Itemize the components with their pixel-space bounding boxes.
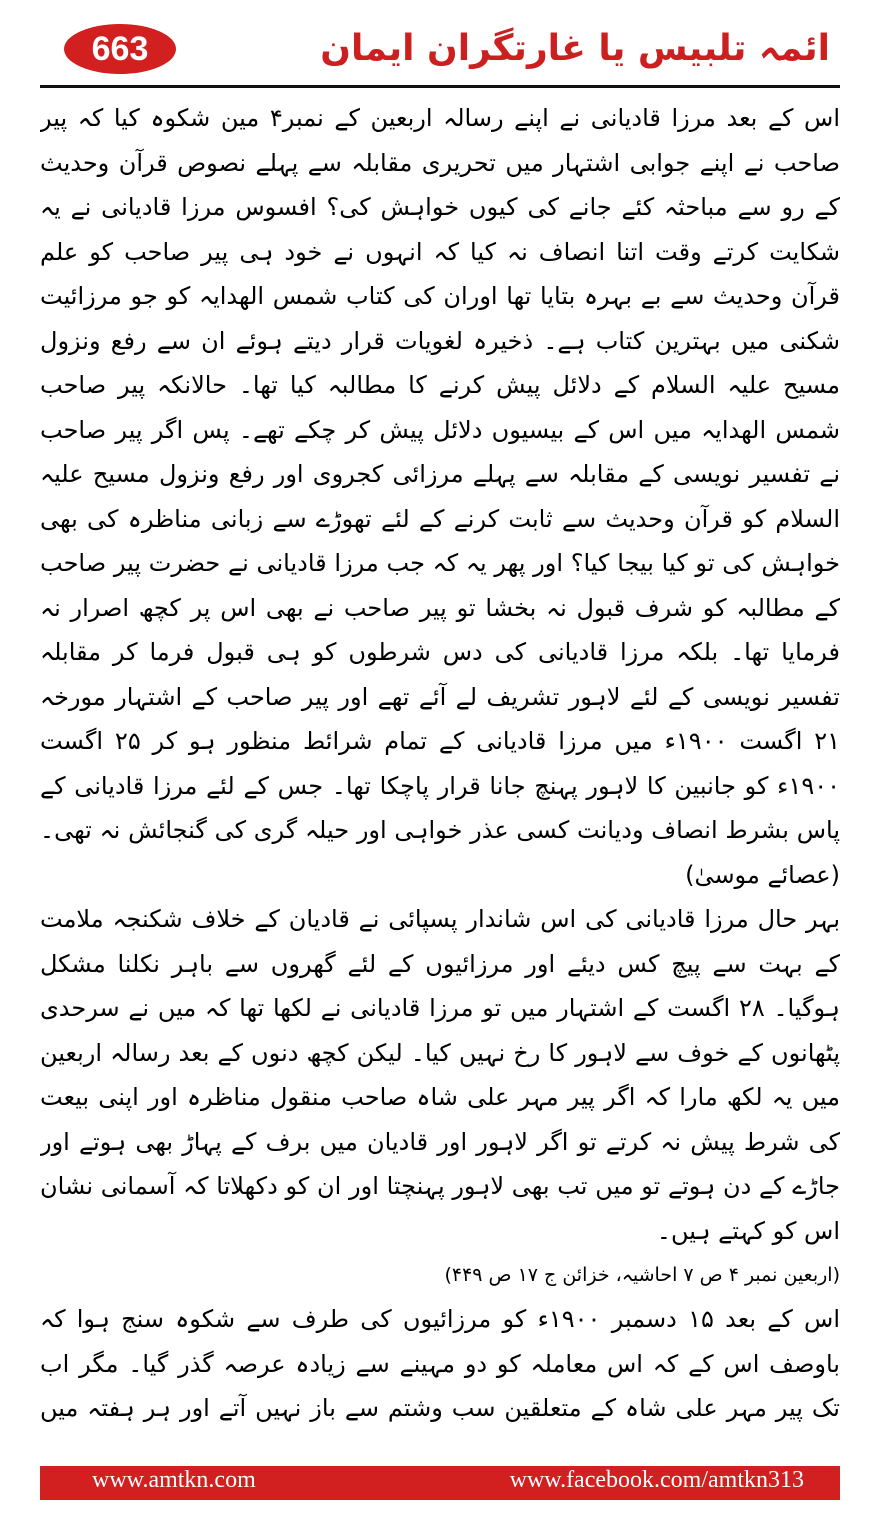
book-title: ائمہ تلبیس یا غارتگران ایمان [320,28,830,69]
citation-reference: (اربعین نمبر ۴ ص ۷ احاشیہ، خزائن ج ۱۷ ص ۴۴۹) [444,1264,840,1286]
page-header [40,22,840,84]
page-number-badge: 663 [64,24,176,74]
page-body [40,96,840,1436]
page-footer [40,1466,840,1500]
paragraph-2: بہر حال مرزا قادیانی کی اس شاندار پسپائی نے قادیان کے خلاف شکنجہ ملامت کے بہت سے پیچ کس دیئے اور مرزائیوں کے لئے گھروں سے باہر نکلنا مشکل ہوگیا۔ ۲۸ اگست کے اشتہار میں تو مرزا قادیانی نے لکھا تھا کہ میں نے سرحدی پٹھانوں کے خوف سے لاہور کا رخ نہیں کیا۔ لیکن کچھ دنوں کے بعد رسالہ اربعین میں یہ لکھ مارا کہ اگر پیر مہر علی شاہ صاحب منقول مناظرہ اور اپنی بیعت کی شرط پیش نہ کرتے تو اگر لاہور اور قادیان میں برف کے پہاڑ بھی ہوتے اور جاڑے کے دن ہوتے تو میں تب بھی لاہور پہنچتا اور ان کو دکھلاتا کہ آسمانی نشان اس کو کہتے ہیں۔ [40,905,840,1245]
paragraph-3: اس کے بعد ۱۵ دسمبر ۱۹۰۰ء کو مرزائیوں کی طرف سے شکوہ سنج ہوا کہ باوصف اس کے کہ اس معاملہ کو دو مہینے سے زیادہ عرصہ گذر گیا۔ مگر اب تک پیر مہر علی شاہ کے متعلقین سب وشتم سے باز نہیں آتے اور ہر ہفتہ میں [40,1305,840,1422]
header-divider [40,85,840,88]
facebook-url: www.facebook.com/amtkn313 [509,1467,804,1493]
paragraph-1: اس کے بعد مرزا قادیانی نے اپنے رسالہ اربعین کے نمبر۴ مین شکوہ کیا کہ پیر صاحب نے اپنے جوابی اشتہار میں تحریری مقابلہ سے پہلے نصوص قرآن وحدیث کے رو سے مباحثہ کئے جانے کی کیوں خواہش کی؟ افسوس مرزا قادیانی نے یہ شکایت کرتے وقت اتنا انصاف نہ کیا کہ انہوں نے خود ہی پیر صاحب کو علم قرآن وحدیث سے بے بہرہ بتایا تھا اوران کی کتاب شمس الهدایہ کو جو مرزائیت شکنی میں بہترین کتاب ہے۔ ذخیرہ لغویات قرار دیتے ہوئے ان سے رفع ونزول مسیح علیہ السلام کے دلائل پیش کرنے کا مطالبہ کیا تھا۔ حالانکہ پیر صاحب شمس الهدایہ میں اس کے بیسیوں دلائل پیش کر چکے تھے۔ پس اگر پیر صاحب نے تفسیر نویسی کے مقابلہ سے پہلے مرزائی کجروی اور رفع ونزول مسیح علیہ السلام کو قرآن وحدیث سے ثابت کرنے کے لئے تھوڑے سے زبانی مناظرہ کی بھی خواہش کی تو کیا بیجا کیا؟ اور پھر یہ کہ جب مرزا قادیانی نے حضرت پیر صاحب کے مطالبہ کو شرف قبول نہ بخشا تو پیر صاحب نے بھی اس پر کچھ اصرار نہ فرمایا تھا۔ بلکہ مرزا قادیانی کی دس شرطوں کو ہی قبول فرما کر مقابلہ تفسیر نویسی کے لئے لاہور تشریف لے آئے تھے اور پیر صاحب کے اشتہار مورخہ ۲۱ اگست ۱۹۰۰ء میں مرزا قادیانی کے تمام شرائط منظور ہو کر ۲۵ اگست ۱۹۰۰ء کو جانبین کا لاہور پہنچ جانا قرار پاچکا تھا۔ جس کے لئے مرزا قادیانی کے پاس بشرط انصاف ودیانت کسی عذر خواہی اور حیلہ گری کی گنجائش نہ تھی۔ (عصائے موسیٰ) [40,104,840,889]
website-url: www.amtkn.com [92,1467,256,1493]
